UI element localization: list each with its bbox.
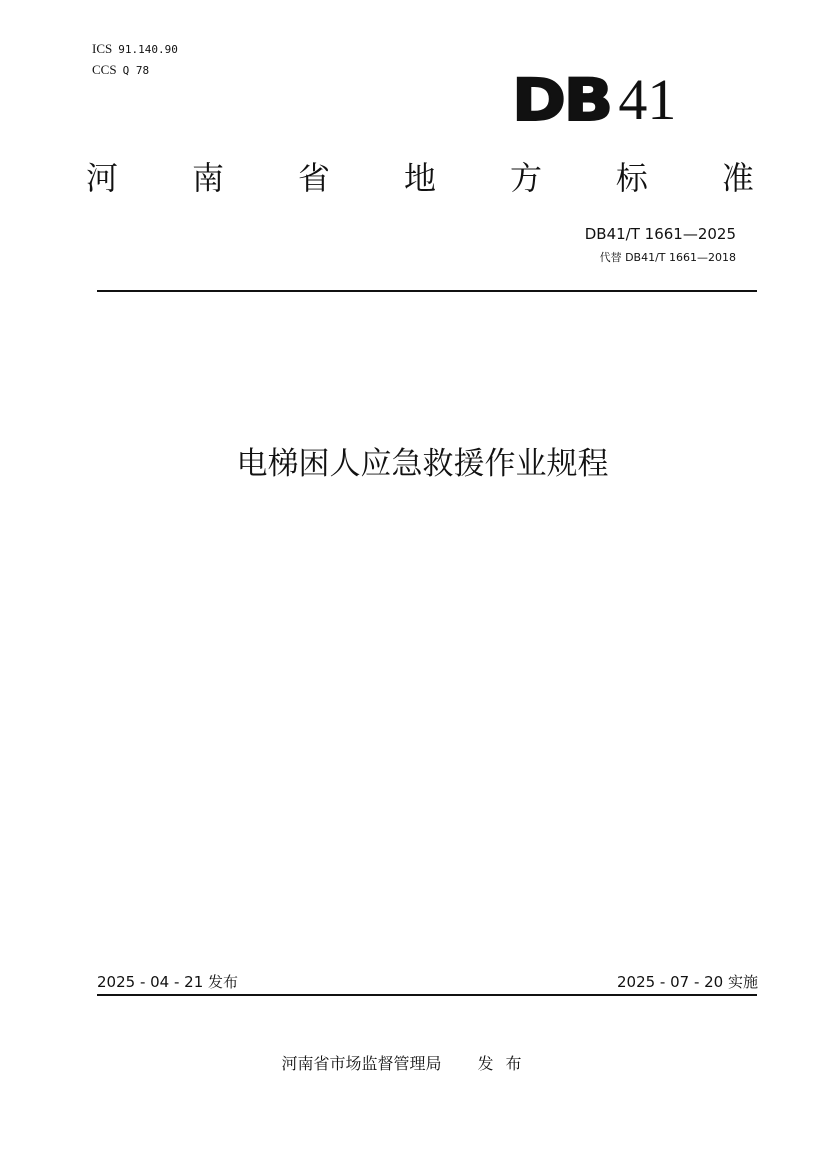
standard-type-char: 准 [721,159,754,197]
ics-label: ICS [92,41,113,56]
standard-type-char: 南 [191,159,224,197]
publisher [0,1053,815,1075]
publisher-name: 河南省市场监督管理局 [281,1054,442,1073]
ccs-value: Q 78 [122,64,150,77]
standard-type-char: 河 [86,159,119,197]
standard-number: DB41/T 1661—2025 [584,225,736,243]
db-mark-letters: DB [512,66,611,134]
replaces-standard: 代替 DB41/T 1661—2018 [599,251,736,264]
standard-type-char: 地 [403,159,436,197]
ccs-label: CCS [92,62,117,77]
standard-type-char: 省 [297,159,330,197]
footer-divider [97,994,757,996]
publisher-action: 发布 [477,1054,534,1073]
db-mark-number: 41 [618,67,677,132]
db41-mark [512,66,677,134]
implement-date: 2025 - 07 - 20 实施 [616,973,758,991]
standard-type-heading [86,156,754,200]
header-divider [97,290,757,292]
ccs-code [92,62,149,79]
publish-date: 2025 - 04 - 21 发布 [97,973,239,991]
document-title: 电梯困人应急救援作业规程 [236,446,609,482]
ics-value: 91.140.90 [118,43,178,56]
standard-type-char: 标 [615,159,648,197]
ics-code [92,41,178,58]
standard-type-char: 方 [509,159,542,197]
